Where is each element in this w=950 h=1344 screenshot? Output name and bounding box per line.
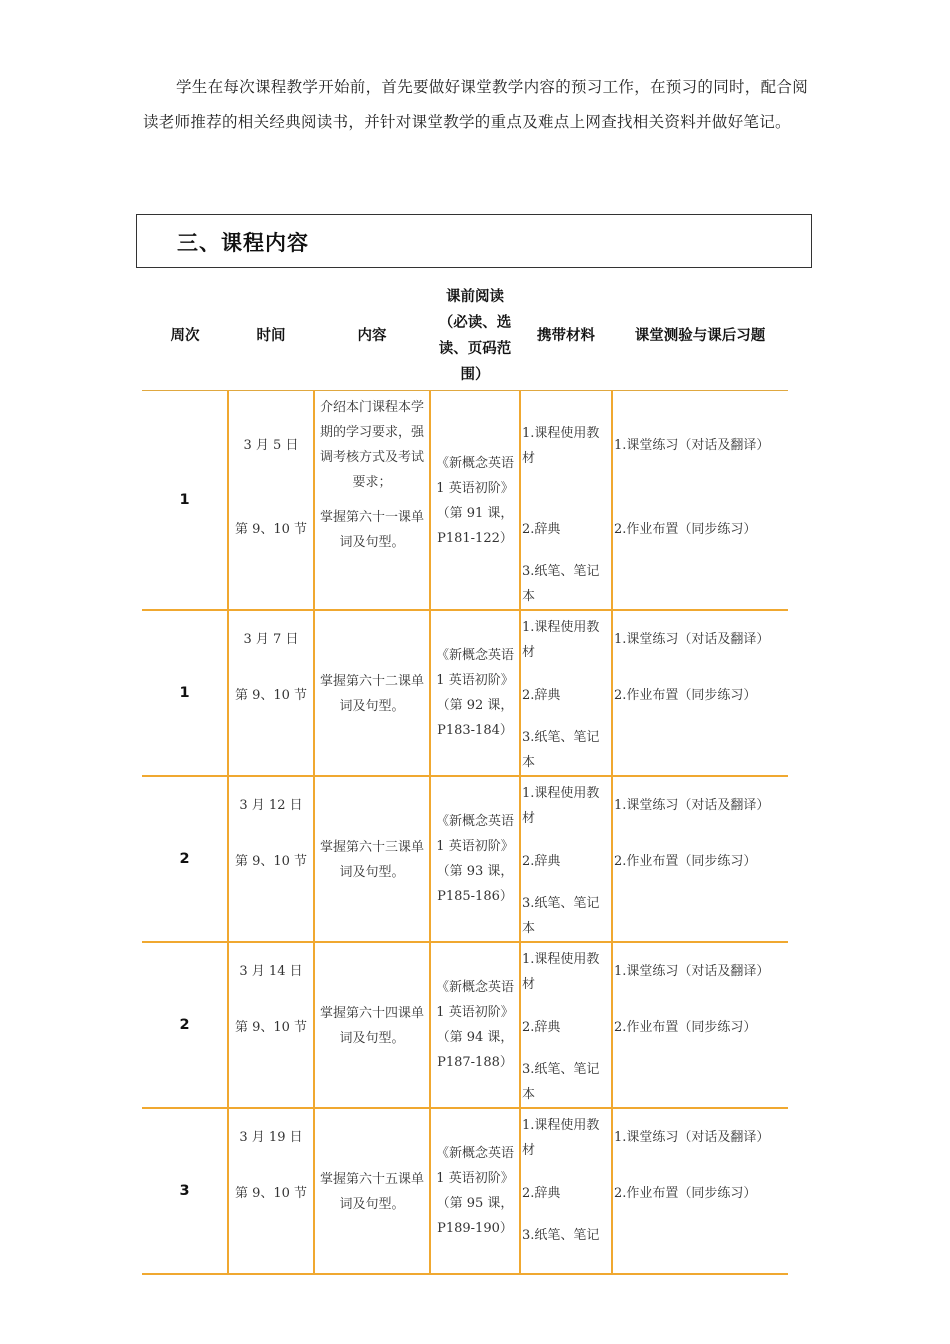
table-header-row	[142, 282, 788, 391]
header-time: 时间	[228, 282, 314, 391]
week-cell: 2	[142, 942, 228, 1108]
date-text: 3 月 14 日	[239, 964, 303, 979]
material-item-3: 3.纸笔、笔记本	[522, 730, 600, 770]
material-item-2: 2.辞典	[522, 1020, 561, 1035]
content-text: 掌握第六十二课单词及句型。	[319, 674, 424, 714]
quiz-item-1: 1.课堂练习（对话及翻译）	[614, 964, 770, 979]
content-cell	[314, 610, 430, 776]
table-row	[142, 942, 788, 1108]
header-week: 周次	[142, 282, 228, 391]
content-text-intro: 介绍本门课程本学期的学习要求，强调考核方式及考试要求；	[319, 400, 424, 490]
quiz-item-2: 2.作业布置（同步练习）	[614, 522, 757, 537]
material-item-3: 3.纸笔、笔记本	[522, 1062, 600, 1102]
content-cell	[314, 942, 430, 1108]
header-reading-line3: 读、页码范	[438, 341, 512, 357]
table-row	[142, 610, 788, 776]
time-cell	[228, 1108, 314, 1274]
reading-cell	[430, 776, 520, 942]
header-reading-line4: 围）	[460, 367, 490, 383]
period-text: 第 9、10 节	[234, 522, 308, 537]
material-item-2: 2.辞典	[522, 688, 561, 703]
reading-cell	[430, 391, 520, 611]
content-text: 掌握第六十五课单词及句型。	[319, 1172, 424, 1212]
reading-cell	[430, 942, 520, 1108]
reading-text: 《新概念英语 1 英语初阶》（第 92 课，P183-184）	[435, 648, 514, 738]
material-item-1: 1.课程使用教材	[522, 952, 600, 992]
period-text: 第 9、10 节	[234, 688, 308, 703]
materials-cell	[520, 942, 612, 1108]
quiz-item-1: 1.课堂练习（对话及翻译）	[614, 1130, 770, 1145]
date-text: 3 月 19 日	[239, 1130, 303, 1145]
section-header-box	[136, 214, 812, 268]
content-text: 掌握第六十三课单词及句型。	[319, 840, 424, 880]
time-cell	[228, 776, 314, 942]
time-cell	[228, 610, 314, 776]
content-text: 掌握第六十一课单词及句型。	[319, 510, 424, 550]
material-item-1: 1.课程使用教材	[522, 1118, 600, 1158]
quiz-cell	[612, 1108, 788, 1274]
material-item-3: 3.纸笔、笔记本	[522, 896, 600, 936]
content-cell	[314, 776, 430, 942]
quiz-item-2: 2.作业布置（同步练习）	[614, 688, 757, 703]
materials-cell	[520, 776, 612, 942]
period-text: 第 9、10 节	[234, 1186, 308, 1201]
week-cell: 3	[142, 1108, 228, 1274]
table-row	[142, 776, 788, 942]
materials-cell	[520, 1108, 612, 1274]
time-cell	[228, 391, 314, 611]
reading-text: 《新概念英语 1 英语初阶》（第 93 课，P185-186）	[435, 814, 514, 904]
material-item-2: 2.辞典	[522, 854, 561, 869]
materials-cell	[520, 610, 612, 776]
section-title: 三、课程内容	[177, 231, 309, 255]
reading-text: 《新概念英语 1 英语初阶》（第 95 课，P189-190）	[435, 1146, 514, 1236]
quiz-cell	[612, 776, 788, 942]
material-item-1: 1.课程使用教材	[522, 426, 600, 466]
quiz-cell	[612, 610, 788, 776]
content-cell	[314, 391, 430, 611]
period-text: 第 9、10 节	[234, 1020, 308, 1035]
week-cell: 1	[142, 610, 228, 776]
material-item-3: 3.纸笔、笔记	[522, 1228, 600, 1243]
materials-cell	[520, 391, 612, 611]
reading-cell	[430, 1108, 520, 1274]
reading-text: 《新概念英语 1 英语初阶》（第 91 课，P181-122）	[435, 456, 514, 546]
time-cell	[228, 942, 314, 1108]
quiz-cell	[612, 391, 788, 611]
material-item-1: 1.课程使用教材	[522, 786, 600, 826]
header-reading	[430, 282, 520, 391]
content-text: 掌握第六十四课单词及句型。	[319, 1006, 424, 1046]
header-materials: 携带材料	[520, 282, 612, 391]
date-text: 3 月 7 日	[243, 632, 299, 647]
material-item-2: 2.辞典	[522, 1186, 561, 1201]
quiz-item-2: 2.作业布置（同步练习）	[614, 1020, 757, 1035]
header-quiz: 课堂测验与课后习题	[612, 282, 788, 391]
date-text: 3 月 5 日	[243, 438, 299, 453]
table-row	[142, 1108, 788, 1274]
quiz-item-1: 1.课堂练习（对话及翻译）	[614, 798, 770, 813]
material-item-1: 1.课程使用教材	[522, 620, 600, 660]
table-row	[142, 391, 788, 611]
course-schedule-table	[142, 282, 788, 1275]
quiz-item-2: 2.作业布置（同步练习）	[614, 1186, 757, 1201]
intro-paragraph: 学生在每次课程教学开始前，首先要做好课堂教学内容的预习工作，在预习的同时，配合阅读老师推荐的相关经典阅读书，并针对课堂教学的重点及难点上网查找相关资料并做好笔记。	[143, 78, 809, 131]
week-cell: 1	[142, 391, 228, 611]
header-reading-line1: 课前阅读	[446, 289, 504, 305]
quiz-cell	[612, 942, 788, 1108]
reading-text: 《新概念英语 1 英语初阶》（第 94 课，P187-188）	[435, 980, 514, 1070]
period-text: 第 9、10 节	[234, 854, 308, 869]
quiz-item-1: 1.课堂练习（对话及翻译）	[614, 632, 770, 647]
content-cell	[314, 1108, 430, 1274]
quiz-item-2: 2.作业布置（同步练习）	[614, 854, 757, 869]
date-text: 3 月 12 日	[239, 798, 303, 813]
material-item-2: 2.辞典	[522, 522, 561, 537]
reading-cell	[430, 610, 520, 776]
week-cell: 2	[142, 776, 228, 942]
material-item-3: 3.纸笔、笔记本	[522, 564, 600, 604]
header-reading-line2: （必读、选	[438, 315, 512, 331]
header-content: 内容	[314, 282, 430, 391]
quiz-item-1: 1.课堂练习（对话及翻译）	[614, 438, 770, 453]
